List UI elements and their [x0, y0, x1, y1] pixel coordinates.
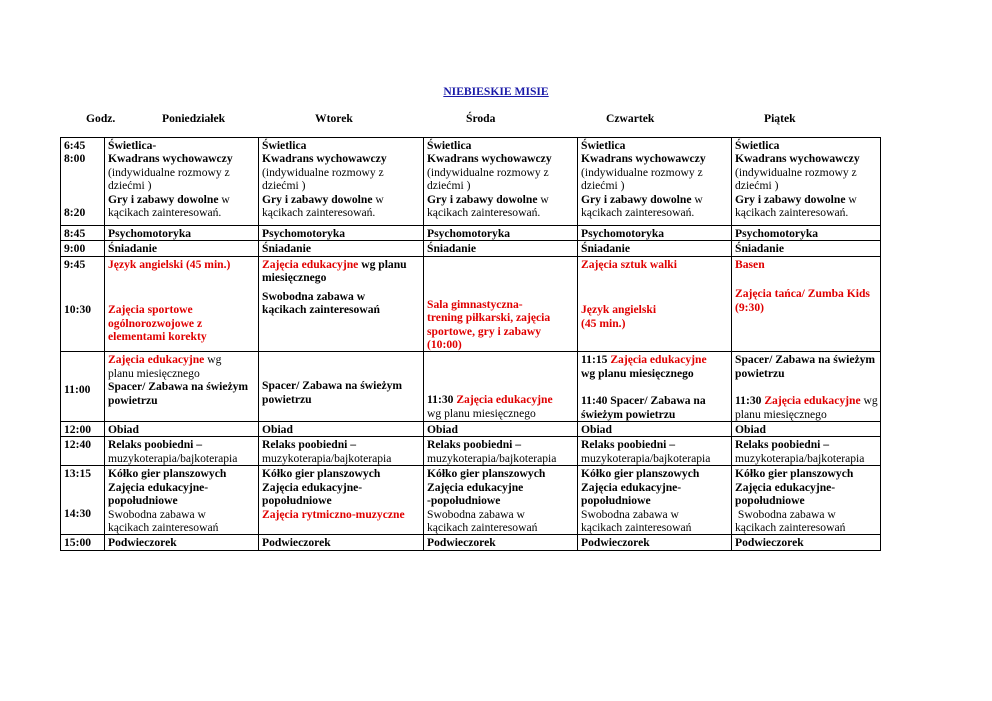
cell-text: trening piłkarski, zajęcia [427, 311, 551, 325]
table-row [61, 437, 881, 466]
cell-text: (indywidualne rozmowy z [108, 165, 230, 179]
cell-text: Psychomotoryka [581, 227, 665, 240]
time-label: 11:00 [64, 383, 91, 397]
cell-text: Swobodna zabawa w [427, 507, 525, 521]
cell-text: -popołudniowe [427, 494, 501, 508]
cell-wed-1500 [424, 535, 578, 550]
cell-text: muzykoterapia/bajkoterapia [427, 451, 557, 465]
cell-thu-morning [578, 138, 732, 226]
cell-text: Świetlica [581, 139, 626, 152]
cell-text: (45 min.) [581, 316, 626, 330]
cell-text: dziećmi ) [427, 179, 471, 193]
cell-text: (9:30) [735, 300, 764, 314]
cell-text: w [372, 192, 384, 206]
cell-tue-0900 [259, 241, 424, 256]
cell-thu-1315 [578, 466, 732, 535]
cell-text: Zajęcia edukacyjne- [735, 480, 836, 494]
cell-mon-morning [105, 138, 259, 226]
page-title: NIEBIESKIE MISIE [443, 85, 549, 98]
cell-text: Kółko gier planszowych [427, 467, 546, 481]
cell-text: Gry i zabawy dowolne [108, 192, 219, 206]
table-row [61, 256, 881, 352]
cell-tue-1200 [259, 422, 424, 437]
cell-text: kącikach zainteresowań. [262, 206, 376, 220]
cell-wed-1315 [424, 466, 578, 535]
cell-fri-1100 [732, 352, 881, 422]
time-label: 13:15 [64, 467, 92, 481]
cell-text: kącikach zainteresowań [735, 520, 846, 534]
cell-text: w [218, 192, 230, 206]
cell-text: elementami korekty [108, 330, 207, 344]
cell-text: wg [204, 353, 222, 367]
time-cell [61, 241, 105, 256]
cell-fri-1315 [732, 466, 881, 535]
time-label: 9:45 [64, 257, 86, 271]
cell-wed-morning [424, 138, 578, 226]
cell-text: Śniadanie [735, 242, 784, 256]
cell-wed-0845 [424, 226, 578, 241]
cell-tue-1500 [259, 535, 424, 550]
cell-text: (indywidualne rozmowy z [581, 165, 703, 179]
cell-text: kącikach zainteresowań. [581, 206, 695, 220]
time-cell [61, 226, 105, 241]
cell-text: Świetlica [735, 139, 780, 152]
cell-mon-0945 [105, 256, 259, 352]
table-row [61, 226, 881, 241]
cell-tue-1315 [259, 466, 424, 535]
time-cell [61, 352, 105, 422]
cell-text: kącikach zainteresowań [427, 520, 538, 534]
cell-text: miesięcznego [262, 271, 327, 285]
cell-text: planu miesięcznego [735, 407, 827, 421]
cell-text: Psychomotoryka [735, 227, 819, 240]
cell-text: powietrzu [262, 392, 312, 406]
cell-wed-1200 [424, 422, 578, 437]
cell-text: muzykoterapia/bajkoterapia [262, 451, 392, 465]
cell-text: muzykoterapia/bajkoterapia [735, 451, 865, 465]
table-row [61, 535, 881, 550]
cell-text: Podwieczorek [427, 536, 496, 550]
cell-text: Basen [735, 257, 765, 271]
cell-text: 11:15 [581, 353, 611, 367]
cell-text: Gry i zabawy dowolne [427, 192, 538, 206]
cell-text: Gry i zabawy dowolne [262, 192, 373, 206]
cell-tue-0945 [259, 256, 424, 352]
cell-tue-0845 [259, 226, 424, 241]
cell-text: Kółko gier planszowych [735, 467, 854, 481]
cell-text: wg planu miesięcznego [581, 366, 694, 380]
cell-text: Śniadanie [262, 242, 311, 256]
cell-text: Język angielski [581, 303, 657, 317]
time-label: 15:00 [64, 536, 92, 550]
time-cell [61, 422, 105, 437]
time-label: 12:00 [64, 423, 92, 437]
cell-text: kącikach zainteresowań [262, 303, 380, 317]
cell-text: Obiad [735, 423, 766, 437]
cell-text: Zajęcia edukacyjne [262, 257, 359, 271]
cell-wed-1240 [424, 437, 578, 466]
time-label: 8:45 [64, 227, 86, 240]
header-wednesday: Środa [466, 112, 496, 125]
cell-text: sportowe, gry i zabawy [427, 324, 541, 338]
time-cell [61, 256, 105, 352]
cell-fri-0900 [732, 241, 881, 256]
time-label: 6:45 [64, 139, 86, 152]
cell-mon-1100 [105, 352, 259, 422]
time-cell [61, 138, 105, 226]
time-cell [61, 466, 105, 535]
cell-fri-1200 [732, 422, 881, 437]
cell-text: dziećmi ) [735, 179, 779, 193]
cell-text: kącikach zainteresowań [581, 520, 692, 534]
cell-mon-1240 [105, 437, 259, 466]
cell-text: dziećmi ) [262, 179, 306, 193]
cell-text: Obiad [427, 423, 458, 437]
cell-text: dziećmi ) [581, 179, 625, 193]
cell-text: Zajęcia edukacyjne- [262, 480, 363, 494]
cell-text: Zajęcia edukacyjne [610, 353, 707, 367]
cell-text: wg [860, 394, 878, 408]
cell-text: Obiad [108, 423, 139, 437]
cell-text: powietrzu [735, 366, 785, 380]
cell-text: ogólnorozwojowe z [108, 316, 203, 330]
cell-fri-1500 [732, 535, 881, 550]
header-friday: Piątek [764, 112, 796, 125]
cell-thu-0845 [578, 226, 732, 241]
cell-text: kącikach zainteresowań [108, 520, 219, 534]
time-label: 8:00 [64, 152, 86, 166]
cell-text: Śniadanie [581, 242, 630, 256]
cell-text: Swobodna zabawa w [735, 507, 836, 521]
cell-text: świeżym powietrzu [581, 407, 676, 421]
cell-fri-0845 [732, 226, 881, 241]
cell-text: (indywidualne rozmowy z [262, 165, 384, 179]
cell-text: Kwadrans wychowawczy [427, 152, 552, 166]
cell-text: Swobodna zabawa w [262, 289, 366, 303]
cell-text: Relaks poobiedni – [427, 438, 522, 452]
cell-text: popołudniowe [108, 494, 178, 508]
time-cell [61, 535, 105, 550]
cell-text: Zajęcia rytmiczno-muzyczne [262, 507, 405, 521]
cell-tue-morning [259, 138, 424, 226]
cell-text: 11:30 [427, 393, 457, 407]
cell-text: (indywidualne rozmowy z [427, 165, 549, 179]
header-tuesday: Wtorek [315, 112, 353, 125]
cell-mon-0845 [105, 226, 259, 241]
header-godz: Godz. [86, 112, 116, 125]
time-label: 10:30 [64, 303, 92, 317]
cell-text: kącikach zainteresowań. [735, 206, 849, 220]
cell-text: Relaks poobiedni – [108, 438, 203, 452]
cell-text: Kwadrans wychowawczy [262, 152, 387, 166]
table-row [61, 422, 881, 437]
cell-text: Kółko gier planszowych [581, 467, 700, 481]
cell-text: Zajęcia tańca/ Zumba Kids [735, 287, 870, 301]
cell-thu-0945 [578, 256, 732, 352]
cell-wed-0945 [424, 256, 578, 352]
cell-text: Śniadanie [108, 242, 157, 256]
cell-text: Sala gimnastyczna- [427, 297, 523, 311]
cell-text: Swobodna zabawa w [581, 507, 679, 521]
cell-text: Kwadrans wychowawczy [108, 152, 233, 166]
cell-text: Psychomotoryka [262, 227, 346, 240]
cell-text: Relaks poobiedni – [735, 438, 830, 452]
cell-thu-0900 [578, 241, 732, 256]
cell-text: Obiad [262, 423, 293, 437]
cell-text: popołudniowe [735, 494, 805, 508]
cell-text: planu miesięcznego [108, 366, 200, 380]
cell-text: Podwieczorek [581, 536, 650, 550]
cell-text: Kółko gier planszowych [108, 467, 227, 481]
cell-text: kącikach zainteresowań. [427, 206, 541, 220]
cell-fri-0945 [732, 256, 881, 352]
cell-text: Świetlica [427, 139, 472, 152]
cell-text: Gry i zabawy dowolne [735, 192, 846, 206]
cell-text: Język angielski (45 min.) [108, 257, 231, 271]
time-label: 14:30 [64, 506, 92, 520]
cell-text: Podwieczorek [735, 536, 804, 550]
cell-text: Swobodna zabawa w [108, 507, 206, 521]
cell-text: Spacer/ Zabawa na świeżym [735, 353, 876, 367]
cell-text: Zajęcia sztuk walki [581, 257, 677, 271]
cell-text: Zajęcia edukacyjne [456, 393, 553, 407]
cell-mon-1200 [105, 422, 259, 437]
cell-text: dziećmi ) [108, 179, 152, 193]
cell-text: Zajęcia edukacyjne [108, 353, 205, 367]
cell-text: Podwieczorek [262, 536, 331, 550]
cell-text: w [691, 192, 703, 206]
time-cell [61, 437, 105, 466]
header-thursday: Czwartek [606, 112, 655, 125]
cell-text: Zajęcia edukacyjne [764, 394, 861, 408]
cell-text: Kwadrans wychowawczy [581, 152, 706, 166]
cell-text: w [537, 192, 549, 206]
cell-text: Kwadrans wychowawczy [735, 152, 860, 166]
cell-text: popołudniowe [581, 494, 651, 508]
cell-tue-1100 [259, 352, 424, 422]
cell-fri-1240 [732, 437, 881, 466]
table-row [61, 352, 881, 422]
cell-text: Gry i zabawy dowolne [581, 192, 692, 206]
cell-text: wg planu [358, 257, 407, 271]
cell-text: Spacer/ Zabawa na świeżym [262, 379, 403, 393]
time-label: 12:40 [64, 438, 92, 452]
cell-text: Zajęcia sportowe [108, 303, 193, 317]
cell-tue-1240 [259, 437, 424, 466]
cell-text: 11:40 Spacer/ Zabawa na [581, 394, 706, 408]
time-label: 8:20 [64, 205, 86, 219]
cell-text: (10:00) [427, 338, 462, 352]
cell-text: wg planu miesięcznego [427, 406, 536, 420]
cell-text: Świetlica- [108, 139, 157, 152]
time-label: 9:00 [64, 242, 86, 256]
cell-mon-0900 [105, 241, 259, 256]
cell-text: kącikach zainteresowań. [108, 206, 222, 220]
cell-text: 11:30 [735, 394, 765, 408]
cell-text: Zajęcia edukacyjne- [108, 480, 209, 494]
cell-text: Świetlica [262, 139, 307, 152]
header-monday: Poniedziałek [162, 112, 226, 125]
cell-text: Obiad [581, 423, 612, 437]
cell-wed-0900 [424, 241, 578, 256]
cell-text: Zajęcia edukacyjne [427, 480, 524, 494]
cell-mon-1315 [105, 466, 259, 535]
cell-text: Spacer/ Zabawa na świeżym [108, 380, 249, 394]
cell-thu-1240 [578, 437, 732, 466]
cell-fri-morning [732, 138, 881, 226]
cell-text: Śniadanie [427, 242, 476, 256]
cell-text: muzykoterapia/bajkoterapia [108, 451, 238, 465]
cell-text: Psychomotoryka [108, 227, 192, 240]
cell-text: Kółko gier planszowych [262, 467, 381, 481]
cell-mon-1500 [105, 535, 259, 550]
cell-text: Psychomotoryka [427, 227, 511, 240]
table-row [61, 138, 881, 226]
cell-thu-1200 [578, 422, 732, 437]
cell-text: Podwieczorek [108, 536, 177, 550]
cell-text: Relaks poobiedni – [581, 438, 676, 452]
schedule-table [60, 137, 881, 551]
cell-thu-1100 [578, 352, 732, 422]
cell-wed-1100 [424, 352, 578, 422]
cell-text: (indywidualne rozmowy z [735, 165, 857, 179]
cell-text: muzykoterapia/bajkoterapia [581, 451, 711, 465]
cell-thu-1500 [578, 535, 732, 550]
cell-text: Relaks poobiedni – [262, 438, 357, 452]
cell-text: w [845, 192, 857, 206]
cell-text: powietrzu [108, 393, 158, 407]
cell-text: popołudniowe [262, 494, 332, 508]
table-row [61, 466, 881, 535]
cell-text: Zajęcia edukacyjne- [581, 480, 682, 494]
table-row [61, 241, 881, 256]
